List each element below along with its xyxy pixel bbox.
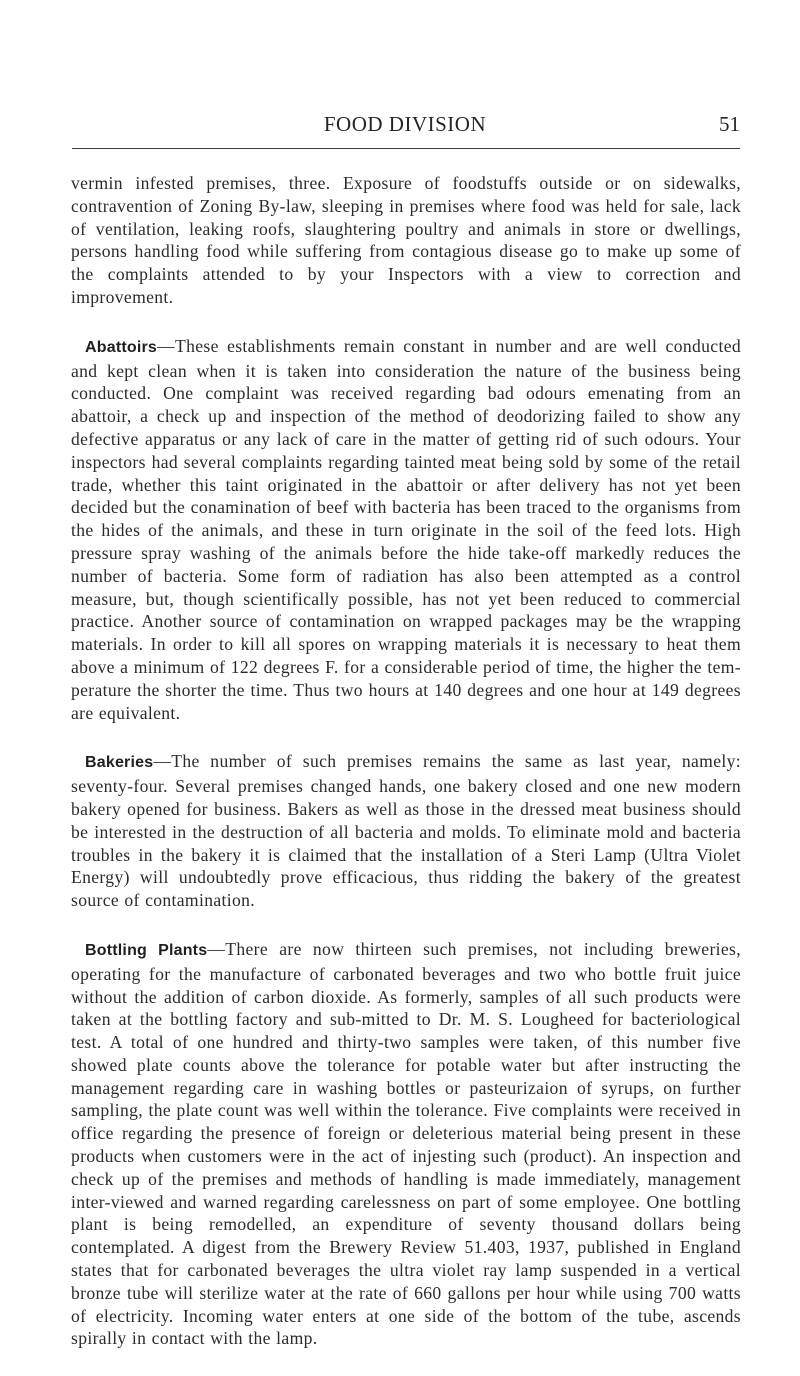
paragraph-bottling-plants <box>71 938 741 1350</box>
paragraph-abattoirs <box>71 335 741 725</box>
section-heading-bottling-plants: Bottling Plants <box>85 941 208 959</box>
paragraph-text: —These establishments remain constant in number and are well conducted and kept clean when it is taken into consideration the nature of the business being conducted. One complaint was received regarding bad odours emenating from an abattoir, a check up and inspection of the method of deodorizing failed to show any defective apparatus or any lack of care in the matter of getting rid of such odours. Your inspectors had several complaints regarding tainted meat being sold by some of the retail trade, whether this taint originated in the abattoir or after delivery has not yet been decided but the conamination of beef with bacteria has been traced to the organisms from the hides of the animals, and these in turn originate in the soil of the feed lots. High pressure spray washing of the animals before the hide take-off markedly reduces the number of bacteria. Some form of radiation has also been attempted as a control measure, but, though scientifically possible, has not yet been reduced to commercial practice. Another source of contamination on wrapped packages may be the wrapping materials. In order to kill all spores on wrapping materials it is necessary to heat them above a minimum of 122 degrees F. for a considerable period of time, the higher the tem-perature the shorter the time. Thus two hours at 140 degrees and one hour at 149 degrees are equivalent. <box>71 335 741 723</box>
page-header <box>70 112 740 142</box>
header-rule <box>72 148 740 149</box>
body-text <box>71 172 741 1376</box>
section-heading-abattoirs: Abattoirs <box>85 338 158 356</box>
section-heading-bakeries: Bakeries <box>85 754 154 772</box>
page-title: FOOD DIVISION <box>323 112 487 136</box>
paragraph-bakeries <box>71 750 741 912</box>
paragraph-text: —There are now thirteen such premises, not including breweries, operating for the manufacture of carbonated beverages and two who bottle fruit juice without the addition of carbon dioxide. As formerly, samples of all such products were taken at the bottling factory and sub-mitted to Dr. M. S. Lougheed for bacteriological test. A total of one hundred and thirty-two samples were taken, of this number five showed plate counts above the tolerance for potable water but after instructing the management regarding care in washing bottles or pasteurizaion of syrups, on further sampling, the plate count was well within the tolerance. Five complaints were received in office regarding the presence of foreign or deleterious material being present in these products when customers were in the act of injesting such (product). An inspection and check up of the premises and methods of handling is made immediately, management inter-viewed and warned regarding carelessness on part of some employee. One bottling plant is being remodelled, an expenditure of seventy thousand dollars being contemplated. A digest from the Brewery Review 51.403, 1937, published in England states that for carbonated beverages the ultra violet ray lamp suspended in a vertical bronze tube will sterilize water at the rate of 660 gallons per hour while using 700 watts of electricity. Incoming water enters at one side of the bottom of the tube, ascends spirally in contact with the lamp. <box>71 938 741 1349</box>
paragraph-text: —The number of such premises remains the same as last year, namely: seventy-four. Several premises changed hands, one bakery closed and one new modern bakery opened for business. Bakers as well as those in the dressed meat business should be interested in the destruction of all bacteria and molds. To eliminate mold and bacteria troubles in the bakery it is claimed that the installation of a Steri Lamp (Ultra Violet Energy) will undoubtedly prove efficacious, thus ridding the bakery of the greatest source of contamination. <box>71 751 741 911</box>
paragraph-vermin <box>71 172 741 309</box>
paragraph-text: vermin infested premises, three. Exposure of foodstuffs outside or on sidewalks, contravention of Zoning By-law, sleeping in premises where food was held for sale, lack of ventilation, leaking roofs, slaughtering poultry and animals in store or dwellings, persons handling food while suffering from contagious disease go to make up some of the complaints attended to by your Inspectors with a view to correction and improvement. <box>71 173 741 307</box>
page-number: 51 <box>719 112 740 136</box>
